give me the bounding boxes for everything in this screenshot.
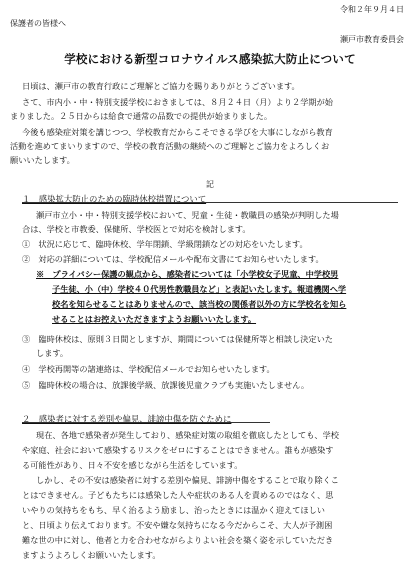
section1-lead-line: 合は、学校と市教委、保健所、学校医とで対応を検討します。 — [22, 224, 251, 234]
section1-lead-line: 瀬戸市立小・中・特別支援学校において、児童・生徒・教職員の感染が判明した場 — [36, 210, 339, 220]
ki-marker: 記 — [206, 180, 214, 189]
document-title: 学校における新型コロナウイルス感染拡大防止について — [64, 52, 356, 66]
section1-item-3-cont: します。 — [36, 348, 69, 358]
section1-rule — [22, 202, 398, 203]
section2-line: 現在、各地で感染者が発生しており、感染症対策の取組を徹底したとしても、学校 — [36, 430, 339, 440]
section2-line: いやりの気持ちをもち、早く治るよう励まし、治ったときには温かく迎えてほしい — [22, 505, 325, 515]
sender: 瀬戸市教育委員会 — [340, 35, 404, 44]
section1-heading: １ 感染拡大防止のための臨時休校措置について — [22, 194, 207, 204]
privacy-note-line: 校名を知らせることはありませんので、該当校の関係者以外の方に学校名を知ら — [52, 299, 347, 309]
section2-heading: ２ 感染者に対する差別や偏見、誹謗中傷を防ぐために — [22, 414, 232, 424]
privacy-note-line: ※ プライバシー保護の観点から、感染者については「小学校女子児童、中学校男 — [36, 269, 339, 279]
section2-line: と、日頃より伝えております。不安や嫌な気持ちになる今だからこそ、大人が予測困 — [22, 520, 333, 530]
addressee: 保護者の皆様へ — [10, 19, 66, 28]
intro-line: 日頃は、瀬戸市の教育行政にご理解とご協力を賜りありがとうございます。 — [22, 81, 300, 91]
section2-line: や家庭、社会において感染するリスクをゼロにすることはできません。誰もが感染す — [22, 445, 334, 455]
section2-line: とはできません。子どもたちには感染した人や症状のある人を責めるのではなく、思 — [22, 490, 334, 500]
intro-line: 活動を進めてまいりますので、学校の教育活動の継続へのご理解とご協力をよろしくお — [10, 141, 330, 151]
section1-item-3: ③ 臨時休校は、原則３日間としますが、期間については保健所等と相談し決定いた — [22, 334, 333, 344]
intro-line: 今後も感染症対策を講じつつ、学校教育だからこそできる学びを大事にしながら教育 — [22, 127, 333, 137]
section2-line: ますようよろしくお願いいたします。 — [22, 550, 161, 560]
section2-line: る可能性があり、日々不安を感じながら生活をしています。 — [22, 460, 243, 470]
intro-line: 願いいたします。 — [10, 155, 75, 165]
privacy-note-line: 子生徒、小（中）学校４０代男性教職員など」と表記いたします。報道機関へ学 — [52, 284, 347, 294]
privacy-note-line: せることはお控えいただきますようお願いいたします。 — [52, 314, 257, 324]
section1-item-2: ② 対応の詳細については、学校配信メールや配布文書にてお知らせいたします。 — [22, 254, 324, 264]
section1-item-4: ④ 学校再開等の諸連絡は、学校配信メールでお知らせいたします。 — [22, 364, 275, 374]
section2-line: しかし、その不安は感染者に対する差別や偏見、誹謗中傷をすることで取り除くこ — [36, 475, 339, 485]
section2-line: 難な世の中に対し、他者と力を合わせながらよりよい社会を築く姿を示していただき — [22, 535, 334, 545]
issue-date: 令和２年９月４日 — [340, 5, 404, 14]
intro-line: まりました。２５日からは給食で通常の品数での提供が始まりました。 — [10, 111, 273, 121]
section2-rule — [22, 422, 270, 423]
section1-item-1: ① 状況に応じて、臨時休校、学年閉鎖、学級閉鎖などの対応をいたします。 — [22, 239, 308, 249]
section1-item-5: ⑤ 臨時休校の場合は、放課後学級、放課後児童クラブも実施いたしません。 — [22, 380, 310, 390]
intro-line: さて、市内小・中・特別支援学校におきましては、８月２４日（月）より２学期が始 — [22, 97, 333, 107]
